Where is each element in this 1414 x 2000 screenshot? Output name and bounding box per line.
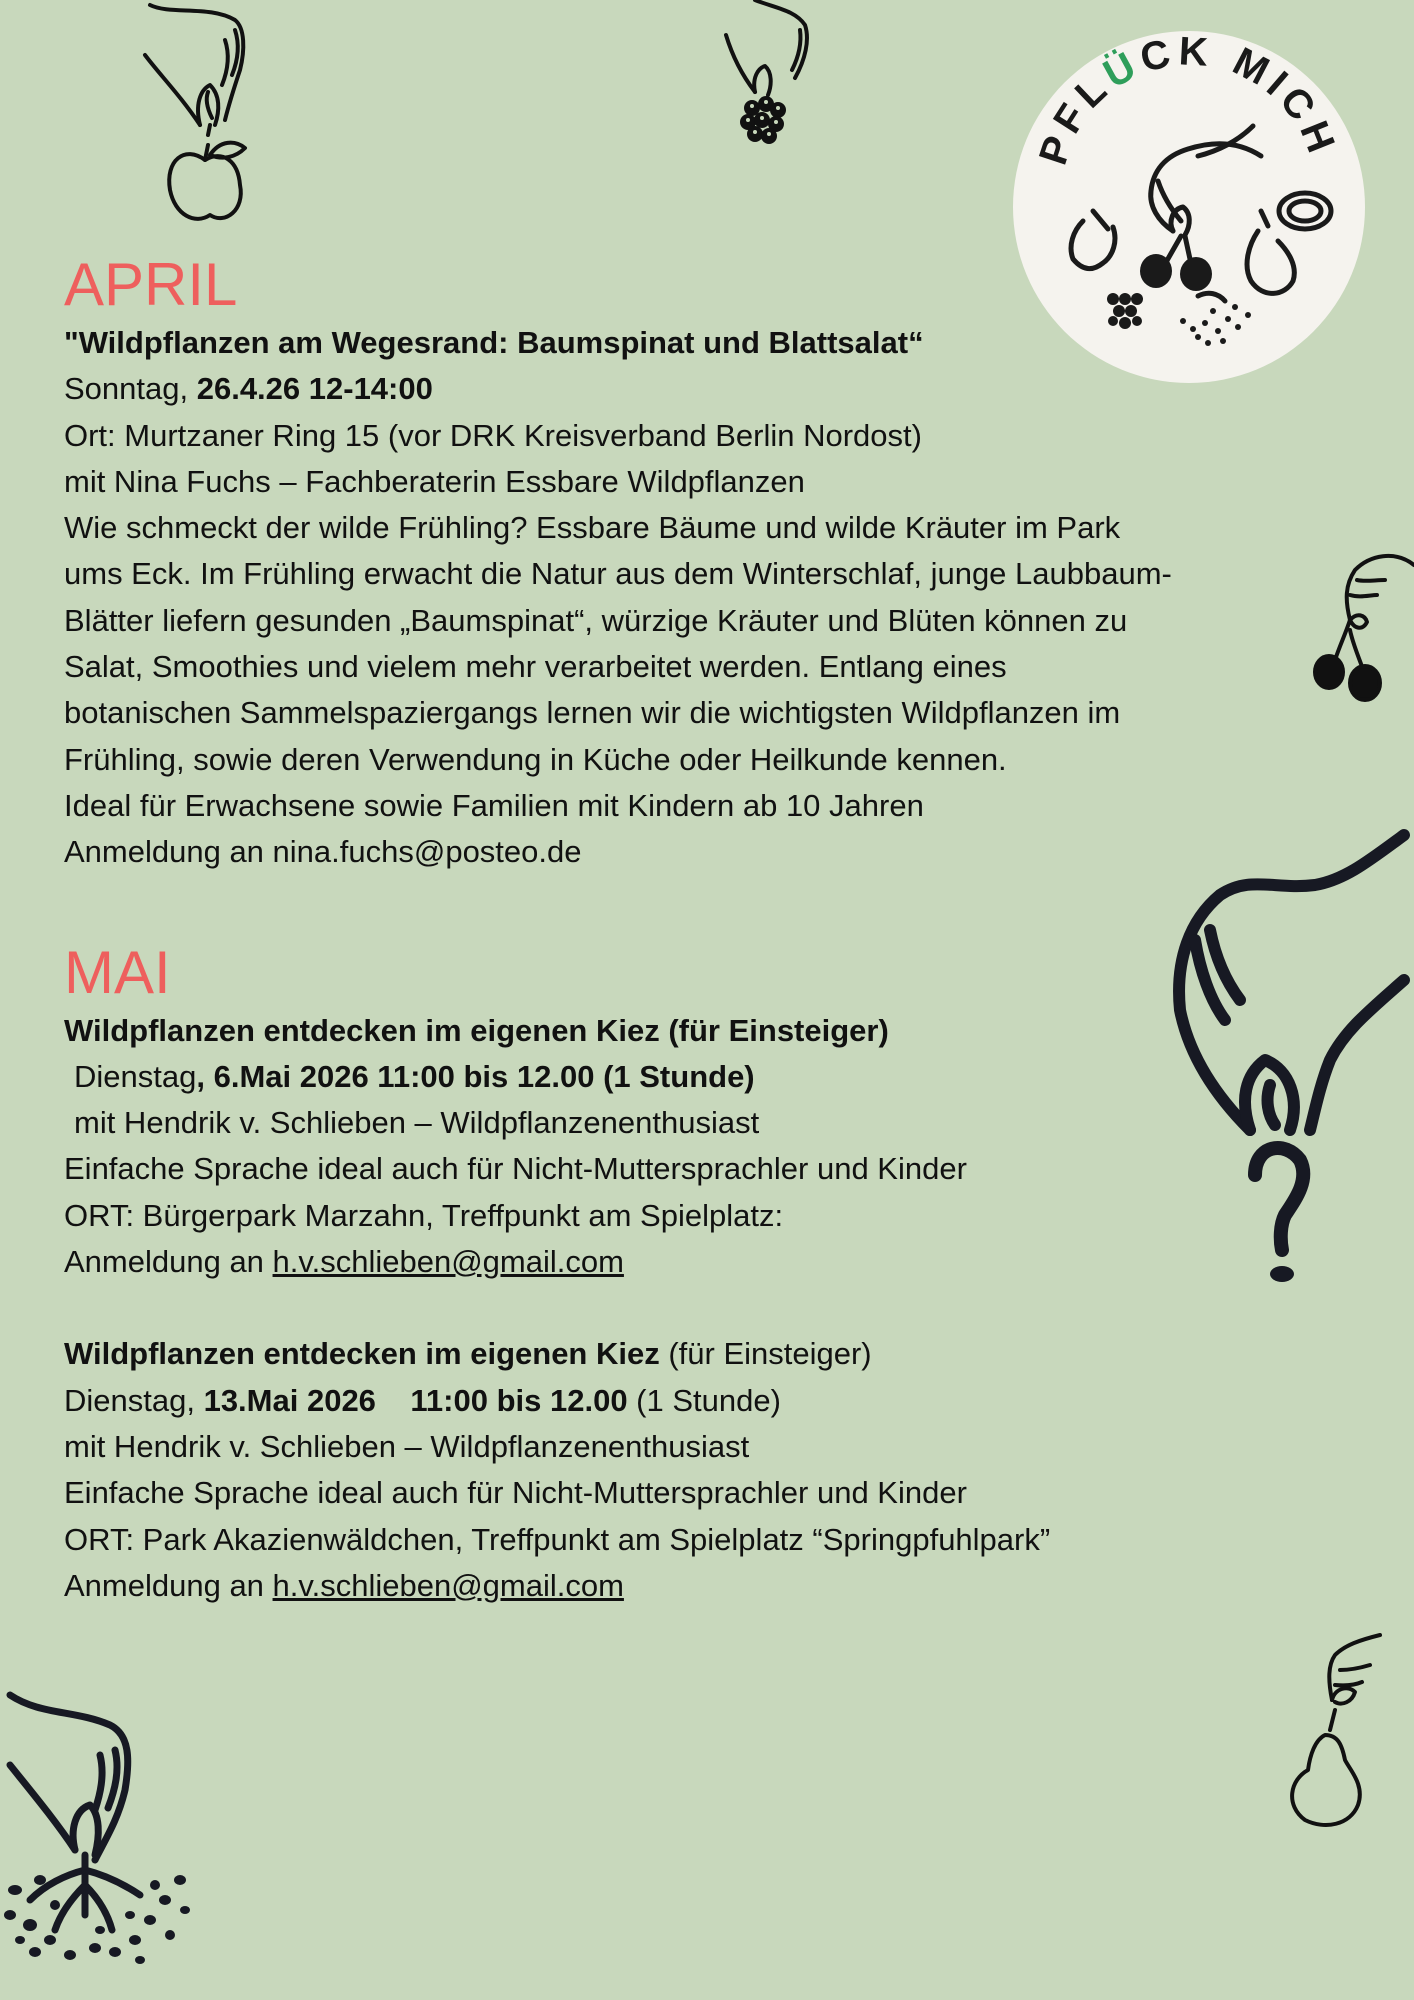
mai-event2-registration-prefix: Anmeldung an	[64, 1567, 273, 1603]
logo-text-left: PFL	[1030, 63, 1120, 170]
mai-event1-title: Wildpflanzen entdecken im eigenen Kiez (für Einsteiger)	[64, 1012, 889, 1048]
mai-event2-date	[64, 1378, 1264, 1424]
april-event-date	[64, 366, 1264, 412]
april-description-line: Blätter liefern gesunden „Baumspinat“, würzige Kräuter und Blüten können zu	[64, 602, 1128, 638]
mai-event2-note: Einfache Sprache ideal auch für Nicht-Muttersprachler und Kinder	[64, 1475, 967, 1511]
mai-event2-host: mit Hendrik v. Schlieben – Wildpflanzenenthusiast	[64, 1428, 750, 1464]
mai-event1-registration	[64, 1239, 1264, 1285]
april-description-line: Salat, Smoothies und vielem mehr verarbeitet werden. Entlang eines	[64, 649, 1007, 685]
event-schedule	[64, 250, 1264, 1609]
mai-event1-note: Einfache Sprache ideal auch für Nicht-Muttersprachler und Kinder	[64, 1151, 967, 1187]
month-heading-april: APRIL	[64, 251, 238, 318]
mai-event2-email-link[interactable]: h.v.schlieben@gmail.com	[272, 1567, 624, 1603]
mai-event1-host: mit Hendrik v. Schlieben – Wildpflanzenenthusiast	[74, 1105, 760, 1141]
mai-event2-title	[64, 1331, 1264, 1377]
mai-event2-date-space	[376, 1383, 410, 1418]
hand-cherries-icon	[1305, 550, 1414, 710]
april-event-location: Ort: Murtzaner Ring 15 (vor DRK Kreisverband Berlin Nordost)	[64, 417, 922, 453]
hand-roots-icon	[0, 1690, 200, 1970]
mai-event1-registration-prefix: Anmeldung an	[64, 1244, 273, 1280]
april-date-value: 26.4.26 12-14:00	[196, 371, 433, 407]
mai-event1-date-prefix: Dienstag	[74, 1058, 197, 1094]
mai-event2-date-rest: (1 Stunde)	[627, 1382, 781, 1418]
logo-text-right: CK MICH	[1136, 31, 1346, 164]
mai-event1-location: ORT: Bürgerpark Marzahn, Treffpunkt am Spielplatz:	[64, 1197, 784, 1233]
mai-event1-email-link[interactable]: h.v.schlieben@gmail.com	[272, 1244, 624, 1280]
mai-event2-location: ORT: Park Akazienwäldchen, Treffpunkt am Spielplatz “Springpfuhlpark”	[64, 1521, 1051, 1557]
month-heading-mai: MAI	[64, 938, 171, 1006]
mai-event2-date-prefix: Dienstag,	[64, 1382, 204, 1418]
april-date-prefix: Sonntag,	[64, 371, 197, 407]
mai-event2-registration	[64, 1563, 1264, 1609]
april-event-host: mit Nina Fuchs – Fachberaterin Essbare Wildpflanzen	[64, 463, 805, 499]
april-event-title: "Wildpflanzen am Wegesrand: Baumspinat und Blattsalat“	[64, 325, 924, 360]
april-event-registration: Anmeldung an nina.fuchs@posteo.de	[64, 834, 582, 870]
april-description-line: ums Eck. Im Frühling erwacht die Natur aus dem Winterschlaf, junge Laubbaum-	[64, 556, 1172, 592]
april-event-audience: Ideal für Erwachsene sowie Familien mit Kindern ab 10 Jahren	[64, 787, 924, 823]
mai-event2-date-day: 13.Mai 2026	[203, 1382, 376, 1418]
mai-event2-date-time: 11:00 bis 12.00	[410, 1382, 628, 1418]
logo-text-u: Ü	[1096, 41, 1149, 97]
mai-event1-date-value: , 6.Mai 2026 11:00 bis 12.00 (1 Stunde)	[196, 1058, 755, 1094]
mai-event1-date	[64, 1054, 1264, 1100]
april-description-line: botanischen Sammelspaziergangs lernen wir die wichtigsten Wildpflanzen im	[64, 695, 1121, 731]
hand-blackberry-icon	[720, 0, 820, 150]
hand-apple-icon	[140, 0, 260, 235]
hand-pear-icon	[1280, 1630, 1390, 1830]
mai-event2-title-bold: Wildpflanzen entdecken im eigenen Kiez	[64, 1336, 660, 1372]
mai-event2-title-rest: (für Einsteiger)	[659, 1336, 872, 1372]
april-description-line: Frühling, sowie deren Verwendung in Küche oder Heilkunde kennen.	[64, 741, 1007, 777]
april-description-line: Wie schmeckt der wilde Frühling? Essbare Bäume und wilde Kräuter im Park	[64, 510, 1121, 546]
